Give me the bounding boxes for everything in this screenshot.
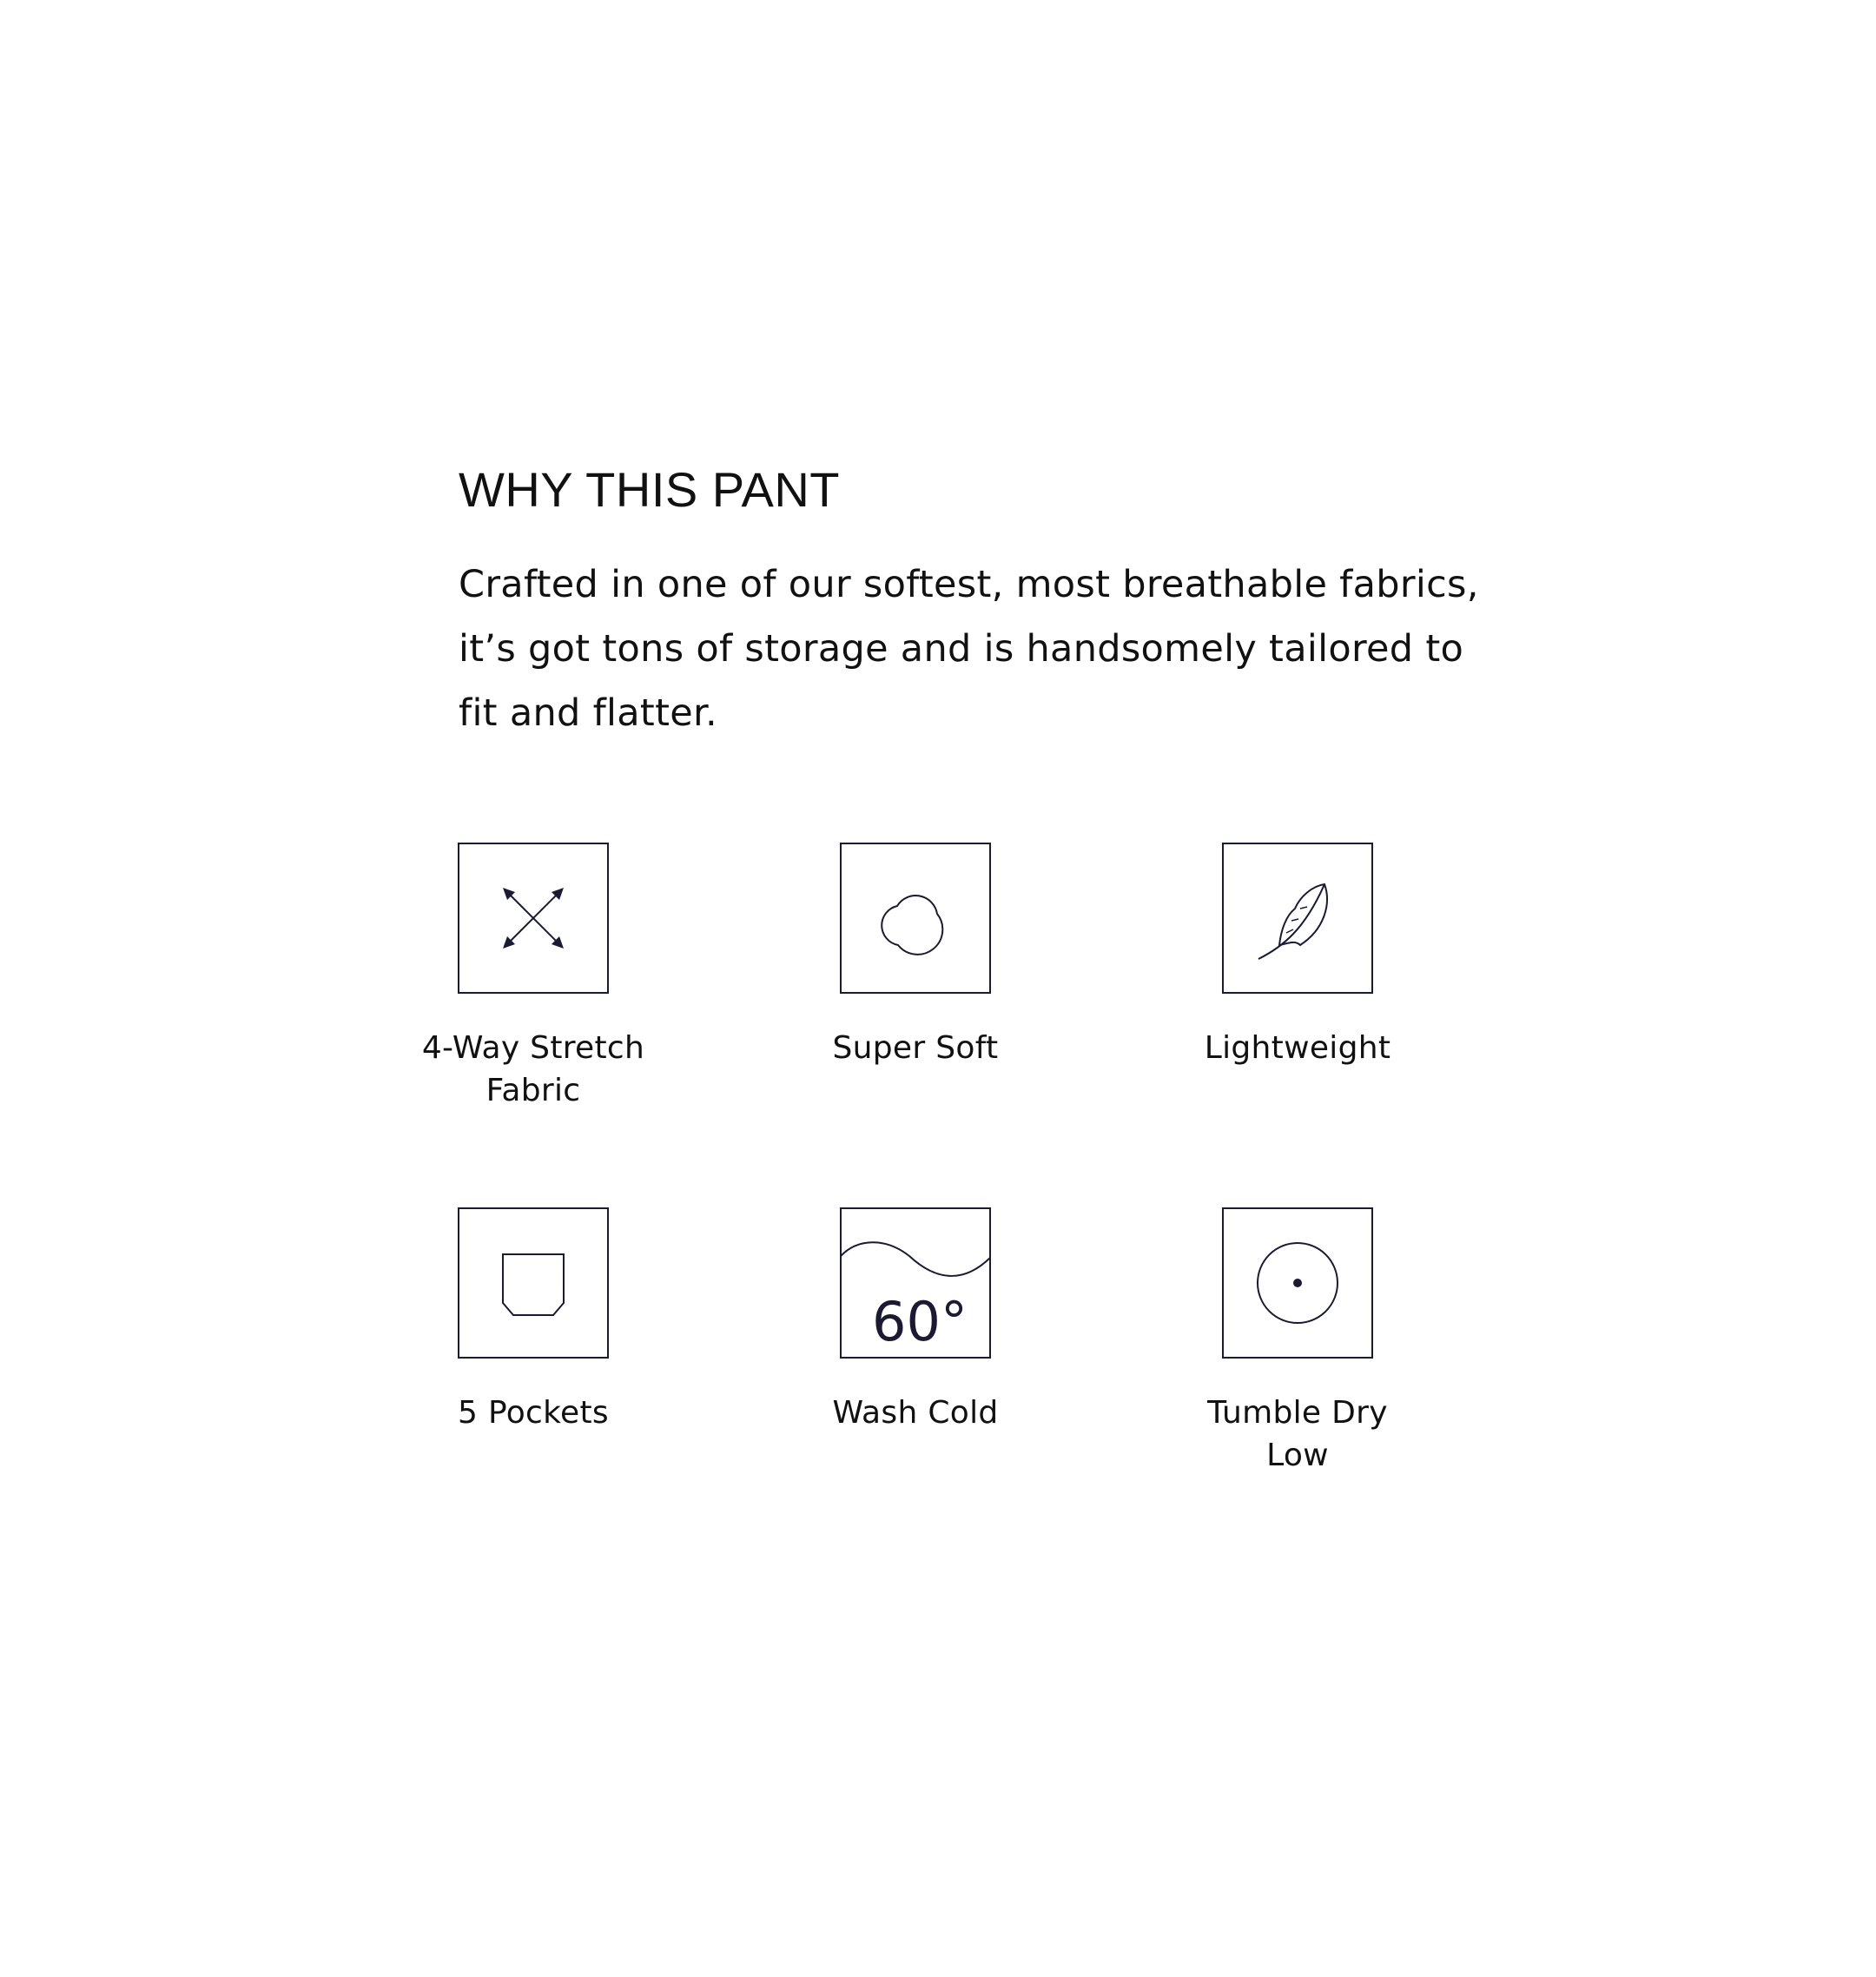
- feature-tumble-dry-low: [1106, 1207, 1489, 1477]
- feature-four-way-stretch: [342, 843, 724, 1112]
- feature-label: 5 Pockets: [458, 1395, 609, 1431]
- wash-temperature: 60°: [872, 1290, 968, 1353]
- feature-label: Tumble Dry Low: [1207, 1395, 1388, 1473]
- wash-icon: [840, 1207, 991, 1359]
- feature-label: 4-Way Stretch Fabric: [421, 1030, 645, 1108]
- feature-label: Super Soft: [832, 1030, 999, 1066]
- feature-wash-cold: [724, 1207, 1106, 1434]
- feather-icon: [1222, 843, 1373, 994]
- feature-lightweight: [1106, 843, 1489, 1069]
- feature-five-pockets: [342, 1207, 724, 1434]
- pocket-icon: [458, 1207, 609, 1359]
- feature-label: Lightweight: [1204, 1030, 1391, 1066]
- tumble-dry-icon: [1222, 1207, 1373, 1359]
- feature-label: Wash Cold: [832, 1395, 999, 1431]
- feature-super-soft: [724, 843, 1106, 1069]
- section-description: Crafted in one of our softest, most breathable fabrics, it’s got tons of storage and is handsomely tailored to fit and flatter.: [459, 563, 1479, 735]
- four-way-arrows-icon: [458, 843, 609, 994]
- cotton-cloud-icon: [840, 843, 991, 994]
- section-title: WHY THIS PANT: [459, 462, 840, 517]
